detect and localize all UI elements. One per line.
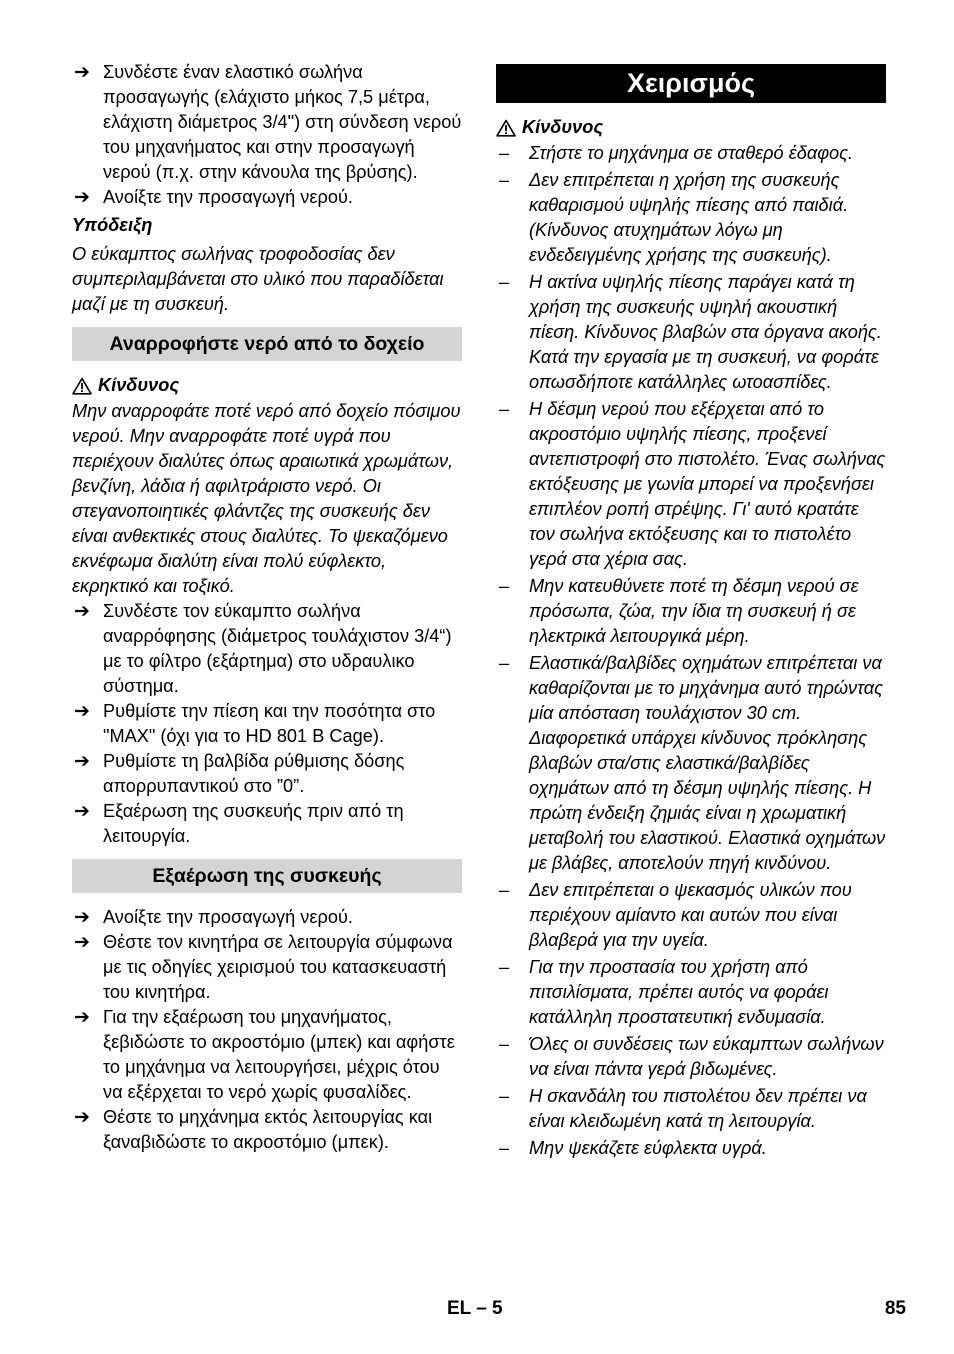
warning-triangle-icon (72, 377, 92, 395)
instruction-step (72, 749, 462, 799)
safety-text: Μην κατευθύνετε ποτέ τη δέσμη νερού σε πρόσωπα, ζώα, την ίδια τη συσκευή ή σε ηλεκτρικά λειτουργικά μέρη. (529, 576, 859, 646)
safety-text: Όλες οι συνδέσεις των εύκαμπτων σωλήνων να είναι πάντα γερά βιδωμένες. (529, 1034, 884, 1079)
instruction-step (72, 1105, 462, 1155)
safety-text: Η ακτίνα υψηλής πίεσης παράγει κατά τη χρήση της συσκευής υψηλή ακουστική πίεση. Κίνδυνος βλαβών στα όργανα ακοής. Κατά την εργασία με τη συσκευή, να φοράτε οπωσδήποτε κατάλληλες ωτοασπίδες. (529, 272, 882, 392)
footer-page-number: 85 (884, 1298, 906, 1319)
chapter-heading-operation: Χειρισμός (496, 64, 886, 103)
arrow-icon: ➔ (74, 751, 90, 772)
safety-item (496, 1084, 886, 1134)
step-text: Για την εξαέρωση του μηχανήματος, ξεβιδώστε το ακροστόμιο (μπεκ) και αφήστε το μηχάνημα να λειτουργήσει, μέχρις ότου να εξέρχεται το νερό χωρίς φυσαλίδες. (103, 1007, 455, 1102)
arrow-icon: ➔ (74, 601, 90, 622)
section-heading-draw-water: Αναρροφήστε νερό από το δοχείο (72, 327, 462, 361)
note-text: Ο εύκαμπτος σωλήνας τροφοδοσίας δεν συμπεριλαμβάνεται στο υλικό που παραδίδεται μαζί με τη συσκευή. (72, 244, 444, 314)
step-text: Συνδέστε τον εύκαμπτο σωλήνα αναρρόφησης (διάμετρος τουλάχιστον 3/4“) με το φίλτρο (εξάρτημα) στο υδραυλικο σύστημα. (103, 601, 452, 696)
safety-item (496, 397, 886, 572)
left-column (72, 60, 462, 1155)
instruction-step (72, 799, 462, 849)
arrow-icon: ➔ (74, 907, 90, 928)
dash-bullet: – (499, 653, 510, 673)
dash-bullet: – (499, 1034, 510, 1054)
safety-item (496, 651, 886, 876)
dash-bullet: – (499, 1138, 510, 1158)
dash-bullet: – (499, 880, 510, 900)
danger-label: Κίνδυνος (98, 375, 180, 395)
step-text: Θέστε τον κινητήρα σε λειτουργία σύμφωνα με τις οδηγίες χειρισμού του κατασκευαστή του κινητήρα. (103, 932, 453, 1002)
arrow-icon: ➔ (74, 801, 90, 822)
step-text: Ανοίξτε την προσαγωγή νερού. (103, 907, 353, 927)
dash-bullet: – (499, 576, 510, 596)
safety-text: Ελαστικά/βαλβίδες οχημάτων επιτρέπεται να καθαρίζονται με το μηχάνημα αυτό τηρώντας μία απόσταση τουλάχιστον 30 cm. Διαφορετικά υπάρχει κίνδυνος πρόκλησης βλαβών στα/στις ελαστικά/βαλβίδες οχημάτων από τη δέσμη υψηλής πίεσης. Η πρώτη ένδειξη ζημιάς είναι η χρωματική μεταβολή του ελαστικού. Ελαστικά οχημάτων με βλάβες, αποτελούν πηγή κινδύνου. (529, 653, 886, 873)
dash-bullet: – (499, 399, 510, 419)
safety-text: Δεν επιτρέπεται ο ψεκασμός υλικών που περιέχουν αμίαντο και αυτών που είναι βλαβερά για την υγεία. (529, 880, 852, 950)
safety-item (496, 574, 886, 649)
arrow-icon: ➔ (74, 1007, 90, 1028)
arrow-icon: ➔ (74, 932, 90, 953)
instruction-step (72, 60, 462, 185)
right-column (496, 60, 886, 1163)
safety-item (496, 141, 886, 166)
instruction-step (72, 185, 462, 210)
dash-bullet: – (499, 272, 510, 292)
dash-bullet: – (499, 1086, 510, 1106)
safety-text: Στήστε το μηχάνημα σε σταθερό έδαφος. (529, 143, 854, 163)
warning-triangle-icon (496, 119, 516, 137)
step-text: Εξαέρωση της συσκευής πριν από τη λειτουργία. (103, 801, 404, 846)
step-text: Ρυθμίστε τη βαλβίδα ρύθμισης δόσης απορρυπαντικού στο ”0”. (103, 751, 405, 796)
safety-item (496, 1136, 886, 1161)
safety-item (496, 1032, 886, 1082)
note-title: Υπόδειξη (72, 215, 153, 235)
instruction-step (72, 1005, 462, 1105)
instruction-step (72, 699, 462, 749)
section-heading-bleed-device: Εξαέρωση της συσκευής (72, 859, 462, 893)
danger-heading (72, 373, 462, 398)
instruction-step (72, 930, 462, 1005)
danger-heading (496, 115, 886, 140)
step-text: Ρυθμίστε την πίεση και την ποσότητα στο "MAX" (όχι για το HD 801 B Cage). (103, 701, 436, 746)
instruction-step (72, 905, 462, 930)
safety-item (496, 168, 886, 268)
danger-text: Μην αναρροφάτε ποτέ νερό από δοχείο πόσιμου νερού. Μην αναρροφάτε ποτέ υγρά που περιέχουν διαλύτες όπως αραιωτικά χρωμάτων, βενζίνη, λάδια ή αφιλτράριστο νερό. Οι στεγανοποιητικές φλάντζες της συσκευής δεν είναι ανθεκτικές στους διαλύτες. Το ψεκαζόμενο εκνέφωμα διαλύτη είναι πολύ εύφλεκτο, εκρηκτικό και τοξικό. (72, 401, 461, 596)
step-text: Ανοίξτε την προσαγωγή νερού. (103, 187, 353, 207)
arrow-icon: ➔ (74, 62, 90, 83)
arrow-icon: ➔ (74, 187, 90, 208)
safety-text: Για την προστασία του χρήστη από πιτσιλίσματα, πρέπει αυτός να φοράει κατάλληλη προστατευτική ενδυμασία. (529, 957, 829, 1027)
step-text: Συνδέστε έναν ελαστικό σωλήνα προσαγωγής (ελάχιστο μήκος 7,5 μέτρα, ελάχιστη διάμετρος 3/4") στη σύνδεση νερού του μηχανήματος και στην προσαγωγή νερού (π.χ. στην κάνουλα της βρύσης). (103, 62, 462, 182)
dash-bullet: – (499, 957, 510, 977)
safety-text: Η σκανδάλη του πιστολέτου δεν πρέπει να είναι κλειδωμένη κατά τη λειτουργία. (529, 1086, 867, 1131)
safety-text: Δεν επιτρέπεται η χρήση της συσκευής καθαρισμού υψηλής πίεσης από παιδιά. (Κίνδυνος ατυχημάτων λόγω μη ενδεδειγμένης χρήσης της συσκευής). (529, 170, 849, 265)
dash-bullet: – (499, 170, 510, 190)
instruction-step (72, 599, 462, 699)
arrow-icon: ➔ (74, 1107, 90, 1128)
safety-text: Η δέσμη νερού που εξέρχεται από το ακροστόμιο υψηλής πίεσης, προξενεί αντεπιστροφή στο πιστολέτο. Ένας σωλήνας εκτόξευσης με γωνία μπορεί να προξενήσει επιπλέον ροπή στρέψης. Γι' αυτό κρατάτε τον σωλήνα εκτόξευσης και το πιστολέτο γερά στα χέρια σας. (529, 399, 886, 569)
danger-label: Κίνδυνος (522, 117, 604, 137)
arrow-icon: ➔ (74, 701, 90, 722)
step-text: Θέστε το μηχάνημα εκτός λειτουργίας και ξαναβιδώστε το ακροστόμιο (μπεκ). (103, 1107, 433, 1152)
safety-item (496, 270, 886, 395)
safety-item (496, 878, 886, 953)
safety-text: Μην ψεκάζετε εύφλεκτα υγρά. (529, 1138, 767, 1158)
footer-language-page: EL – 5 (447, 1298, 503, 1319)
safety-item (496, 955, 886, 1030)
dash-bullet: – (499, 143, 510, 163)
